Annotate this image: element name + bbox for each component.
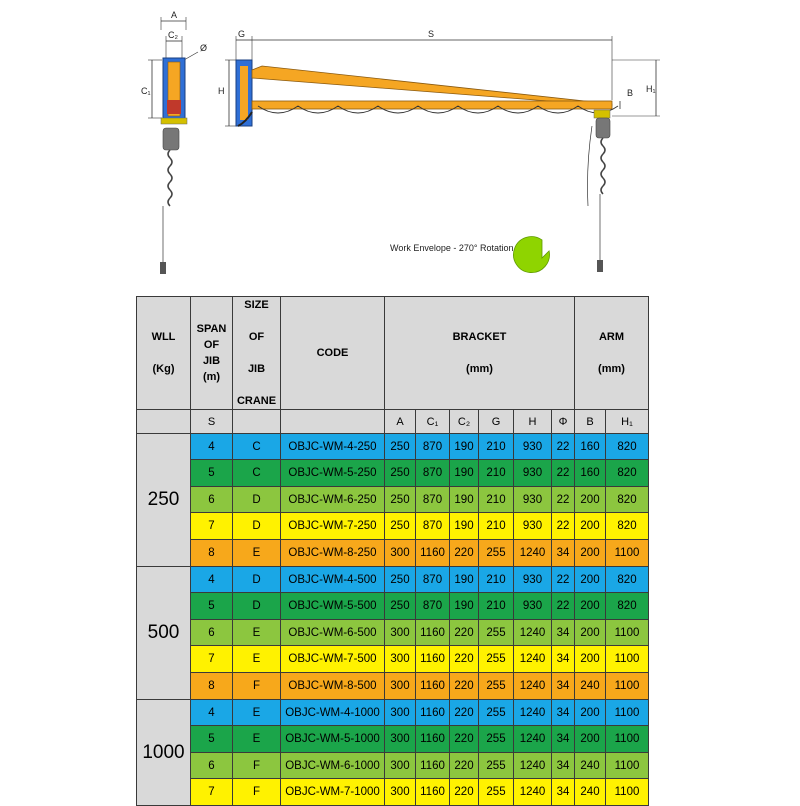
cell-code: OBJC-WM-5-500: [281, 593, 385, 620]
cell-c2: 190: [450, 460, 479, 487]
cell-a: 300: [385, 726, 416, 753]
dim-label-h1: H₁: [646, 84, 656, 94]
subheader-g: G: [479, 410, 514, 434]
cell-h: 1240: [514, 779, 552, 806]
cell-h: 1240: [514, 700, 552, 726]
cell-phi: 22: [552, 487, 575, 513]
subheader-c2: C₂: [450, 410, 479, 434]
cell-a: 250: [385, 460, 416, 487]
cell-b: 200: [575, 620, 606, 646]
cell-c1: 1160: [416, 620, 450, 646]
dim-label-g: G: [238, 29, 246, 39]
cell-c2: 220: [450, 673, 479, 700]
cell-c2: 190: [450, 487, 479, 513]
cell-span: 7: [191, 646, 233, 673]
cell-b: 240: [575, 753, 606, 779]
cell-c1: 870: [416, 434, 450, 460]
cell-c2: 190: [450, 567, 479, 593]
cell-code: OBJC-WM-8-500: [281, 673, 385, 700]
cell-h: 930: [514, 460, 552, 487]
cell-code: OBJC-WM-7-1000: [281, 779, 385, 806]
subheader-s: S: [191, 410, 233, 434]
subheader-row: [137, 410, 649, 434]
cell-code: OBJC-WM-6-500: [281, 620, 385, 646]
side-view: [141, 10, 207, 274]
cell-code: OBJC-WM-5-250: [281, 460, 385, 487]
cell-span: 6: [191, 753, 233, 779]
cell-a: 300: [385, 620, 416, 646]
cell-c1: 1160: [416, 646, 450, 673]
cell-h1: 1100: [606, 673, 649, 700]
cell-g: 210: [479, 460, 514, 487]
table-row: [137, 487, 649, 513]
table-row: [137, 620, 649, 646]
cell-size: E: [233, 726, 281, 753]
cell-b: 200: [575, 487, 606, 513]
cell-size: D: [233, 513, 281, 540]
cell-phi: 34: [552, 700, 575, 726]
cell-h1: 820: [606, 567, 649, 593]
cell-size: E: [233, 646, 281, 673]
cell-code: OBJC-WM-7-250: [281, 513, 385, 540]
front-view: [218, 29, 660, 272]
cell-g: 255: [479, 646, 514, 673]
cell-size: D: [233, 487, 281, 513]
cell-span: 6: [191, 487, 233, 513]
cell-c2: 220: [450, 620, 479, 646]
cell-size: C: [233, 460, 281, 487]
table-row: [137, 753, 649, 779]
cell-h: 1240: [514, 620, 552, 646]
cell-h: 1240: [514, 753, 552, 779]
cell-c2: 220: [450, 753, 479, 779]
cell-a: 300: [385, 673, 416, 700]
cell-phi: 22: [552, 593, 575, 620]
cell-phi: 34: [552, 726, 575, 753]
work-envelope-icon: [513, 237, 549, 273]
table-row: [137, 779, 649, 806]
cell-c1: 1160: [416, 726, 450, 753]
cell-phi: 34: [552, 540, 575, 567]
table-row: [137, 540, 649, 567]
cell-c2: 190: [450, 513, 479, 540]
cell-g: 255: [479, 753, 514, 779]
cell-span: 6: [191, 620, 233, 646]
cell-a: 300: [385, 646, 416, 673]
header-bracket: BRACKET (mm): [385, 297, 575, 410]
cell-phi: 22: [552, 513, 575, 540]
cell-span: 5: [191, 593, 233, 620]
cell-g: 210: [479, 487, 514, 513]
cell-c2: 220: [450, 700, 479, 726]
cell-c1: 870: [416, 567, 450, 593]
subheader-c1: C₁: [416, 410, 450, 434]
cell-h1: 1100: [606, 779, 649, 806]
table-row: [137, 434, 649, 460]
cell-g: 255: [479, 673, 514, 700]
cell-phi: 34: [552, 620, 575, 646]
table-row: [137, 593, 649, 620]
wll-cell: 250: [137, 434, 191, 567]
cell-size: D: [233, 593, 281, 620]
dim-label-a: A: [171, 10, 178, 20]
table-row: [137, 726, 649, 753]
cell-code: OBJC-WM-6-1000: [281, 753, 385, 779]
cell-h: 1240: [514, 726, 552, 753]
cell-h1: 1100: [606, 620, 649, 646]
cell-c2: 220: [450, 540, 479, 567]
cell-h1: 1100: [606, 726, 649, 753]
cell-phi: 34: [552, 646, 575, 673]
cell-span: 5: [191, 726, 233, 753]
cell-h1: 820: [606, 460, 649, 487]
cell-a: 300: [385, 779, 416, 806]
cell-code: OBJC-WM-5-1000: [281, 726, 385, 753]
cell-code: OBJC-WM-4-1000: [281, 700, 385, 726]
header-wll: WLL (Kg): [137, 297, 191, 410]
wll-cell: 1000: [137, 700, 191, 806]
cell-phi: 22: [552, 567, 575, 593]
cell-phi: 22: [552, 434, 575, 460]
cell-h: 930: [514, 593, 552, 620]
cell-code: OBJC-WM-6-250: [281, 487, 385, 513]
cell-size: F: [233, 779, 281, 806]
header-span: SPAN OF JIB (m): [191, 297, 233, 410]
cell-b: 240: [575, 673, 606, 700]
cell-span: 5: [191, 460, 233, 487]
header-size: SIZE OF JIB CRANE: [233, 297, 281, 410]
cell-size: D: [233, 567, 281, 593]
spec-table: [136, 296, 649, 806]
cell-g: 210: [479, 567, 514, 593]
cell-code: OBJC-WM-4-250: [281, 434, 385, 460]
cell-size: E: [233, 700, 281, 726]
cell-h1: 820: [606, 513, 649, 540]
cell-g: 255: [479, 700, 514, 726]
cell-phi: 22: [552, 460, 575, 487]
cell-b: 200: [575, 726, 606, 753]
jib-crane-drawing: [0, 0, 800, 290]
cell-phi: 34: [552, 753, 575, 779]
dim-label-c2: C₂: [168, 30, 178, 40]
cell-h1: 1100: [606, 540, 649, 567]
cell-span: 8: [191, 673, 233, 700]
cell-span: 7: [191, 513, 233, 540]
cell-g: 255: [479, 540, 514, 567]
cell-c1: 1160: [416, 673, 450, 700]
subheader-a: A: [385, 410, 416, 434]
cell-h1: 1100: [606, 700, 649, 726]
cell-a: 300: [385, 753, 416, 779]
cell-g: 210: [479, 593, 514, 620]
work-envelope-label: Work Envelope - 270° Rotation: [390, 243, 514, 253]
cell-h: 1240: [514, 673, 552, 700]
cell-c1: 1160: [416, 753, 450, 779]
cell-size: F: [233, 753, 281, 779]
cell-c1: 870: [416, 460, 450, 487]
header-arm: ARM (mm): [575, 297, 649, 410]
subheader-h: H: [514, 410, 552, 434]
cell-b: 200: [575, 513, 606, 540]
cell-a: 300: [385, 700, 416, 726]
cell-size: E: [233, 620, 281, 646]
cell-a: 250: [385, 567, 416, 593]
cell-span: 7: [191, 779, 233, 806]
cell-b: 240: [575, 779, 606, 806]
table-body: [137, 434, 649, 806]
dim-label-c1: C₁: [141, 86, 151, 96]
table-row: [137, 700, 649, 726]
cell-span: 8: [191, 540, 233, 567]
cell-c2: 190: [450, 593, 479, 620]
header-code: CODE: [281, 297, 385, 410]
cell-b: 200: [575, 646, 606, 673]
cell-h: 930: [514, 487, 552, 513]
cell-h: 1240: [514, 646, 552, 673]
cell-span: 4: [191, 567, 233, 593]
cell-c2: 190: [450, 434, 479, 460]
cell-g: 210: [479, 513, 514, 540]
cell-h1: 820: [606, 434, 649, 460]
cell-h1: 820: [606, 487, 649, 513]
cell-span: 4: [191, 434, 233, 460]
cell-b: 200: [575, 700, 606, 726]
cell-c2: 220: [450, 646, 479, 673]
cell-a: 300: [385, 540, 416, 567]
table-row: [137, 460, 649, 487]
subheader-phi: Φ: [552, 410, 575, 434]
cell-code: OBJC-WM-8-250: [281, 540, 385, 567]
subheader-h1: H₁: [606, 410, 649, 434]
subheader-b: B: [575, 410, 606, 434]
cell-h: 930: [514, 513, 552, 540]
cell-h1: 1100: [606, 646, 649, 673]
cell-phi: 34: [552, 673, 575, 700]
cell-span: 4: [191, 700, 233, 726]
cell-size: F: [233, 673, 281, 700]
cell-a: 250: [385, 487, 416, 513]
cell-b: 160: [575, 460, 606, 487]
cell-g: 255: [479, 726, 514, 753]
cell-g: 210: [479, 434, 514, 460]
cell-g: 255: [479, 779, 514, 806]
cell-b: 200: [575, 567, 606, 593]
cell-size: C: [233, 434, 281, 460]
cell-h: 930: [514, 567, 552, 593]
cell-code: OBJC-WM-7-500: [281, 646, 385, 673]
dim-label-phi: Ø: [200, 43, 208, 53]
dim-label-b: B: [627, 88, 634, 98]
cell-h: 930: [514, 434, 552, 460]
table-row: [137, 567, 649, 593]
cell-g: 255: [479, 620, 514, 646]
cell-c1: 870: [416, 593, 450, 620]
cell-c1: 870: [416, 513, 450, 540]
table-row: [137, 646, 649, 673]
wll-cell: 500: [137, 567, 191, 700]
dim-label-h: H: [218, 86, 225, 96]
table-row: [137, 673, 649, 700]
cell-c1: 1160: [416, 540, 450, 567]
cell-a: 250: [385, 513, 416, 540]
cell-h: 1240: [514, 540, 552, 567]
cell-a: 250: [385, 434, 416, 460]
cell-c2: 220: [450, 779, 479, 806]
table-row: [137, 513, 649, 540]
cell-c2: 220: [450, 726, 479, 753]
cell-c1: 1160: [416, 700, 450, 726]
dim-label-s: S: [428, 29, 435, 39]
cell-code: OBJC-WM-4-500: [281, 567, 385, 593]
cell-b: 200: [575, 593, 606, 620]
cell-phi: 34: [552, 779, 575, 806]
cell-h1: 1100: [606, 753, 649, 779]
cell-a: 250: [385, 593, 416, 620]
cell-c1: 1160: [416, 779, 450, 806]
cell-c1: 870: [416, 487, 450, 513]
cell-b: 160: [575, 434, 606, 460]
cell-size: E: [233, 540, 281, 567]
cell-h1: 820: [606, 593, 649, 620]
cell-b: 200: [575, 540, 606, 567]
